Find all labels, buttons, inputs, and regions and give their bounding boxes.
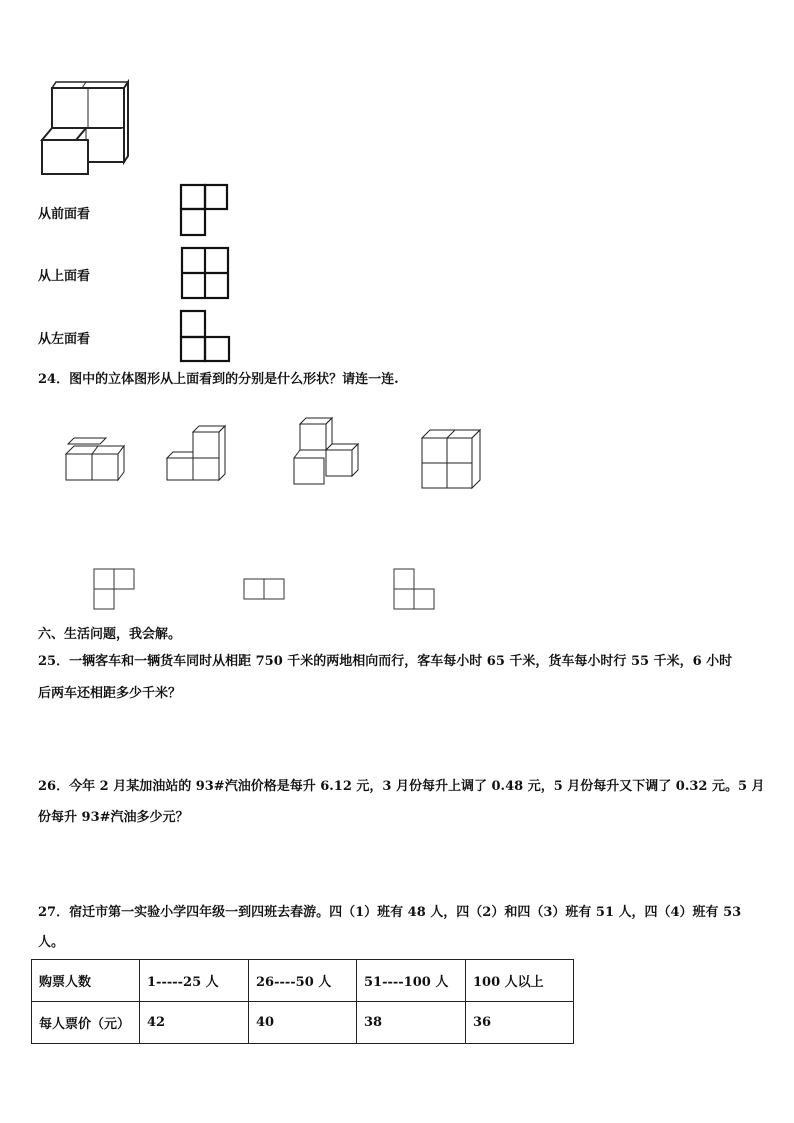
table-cell: 购票人数 xyxy=(32,960,140,1002)
table-cell: 1-----25 人 xyxy=(140,960,249,1002)
solid-figure-c xyxy=(290,416,362,488)
table-cell: 26----50 人 xyxy=(249,960,357,1002)
table-cell: 100 人以上 xyxy=(466,960,574,1002)
table-cell: 每人票价（元） xyxy=(32,1002,140,1044)
top-view-option-1 xyxy=(93,568,137,612)
question-25-line-2: 后两车还相距多少千米？ xyxy=(38,686,182,701)
left-view-label: 从左面看 xyxy=(38,332,91,347)
question-24: 24．图中的立体图形从上面看到的分别是什么形状？请连一连. xyxy=(38,372,399,387)
top-view-shape xyxy=(180,246,232,302)
question-26-line-1: 26．今年 2 月某加油站的 93#汽油价格是每升 6.12 元，3 月份每升上调了 0.48 元，5 月份每升又下调了 0.32 元。5 月 xyxy=(38,779,765,794)
question-27-line-1: 27．宿迁市第一实验小学四年级一到四班去春游。四（1）班有 48 人，四（2）和四（3）班有 51 人，四（4）班有 53 xyxy=(38,905,742,920)
question-26-line-2: 份每升 93#汽油多少元？ xyxy=(38,810,189,825)
table-row xyxy=(32,1002,574,1044)
section-6-title: 六、生活问题，我会解。 xyxy=(38,627,182,642)
left-view-shape xyxy=(180,309,232,365)
table-row xyxy=(32,960,574,1002)
table-cell: 51----100 人 xyxy=(357,960,466,1002)
table-cell: 38 xyxy=(357,1002,466,1044)
solid-figure-main xyxy=(38,80,138,180)
solid-figure-d xyxy=(420,428,484,492)
front-view-shape xyxy=(180,183,230,239)
question-27-line-2: 人。 xyxy=(38,935,65,950)
table-cell: 36 xyxy=(466,1002,574,1044)
front-view-label: 从前面看 xyxy=(38,207,91,222)
question-25-line-1: 25．一辆客车和一辆货车同时从相距 750 千米的两地相向而行，客车每小时 65 千米，货车每小时行 55 千米，6 小时 xyxy=(38,654,733,669)
table-cell: 42 xyxy=(140,1002,249,1044)
solid-figure-b xyxy=(163,422,229,486)
top-view-option-2 xyxy=(243,578,287,602)
top-view-option-3 xyxy=(393,568,437,612)
table-cell: 40 xyxy=(249,1002,357,1044)
solid-figure-a xyxy=(62,436,128,484)
top-view-label: 从上面看 xyxy=(38,269,91,284)
ticket-price-table xyxy=(31,959,574,1044)
